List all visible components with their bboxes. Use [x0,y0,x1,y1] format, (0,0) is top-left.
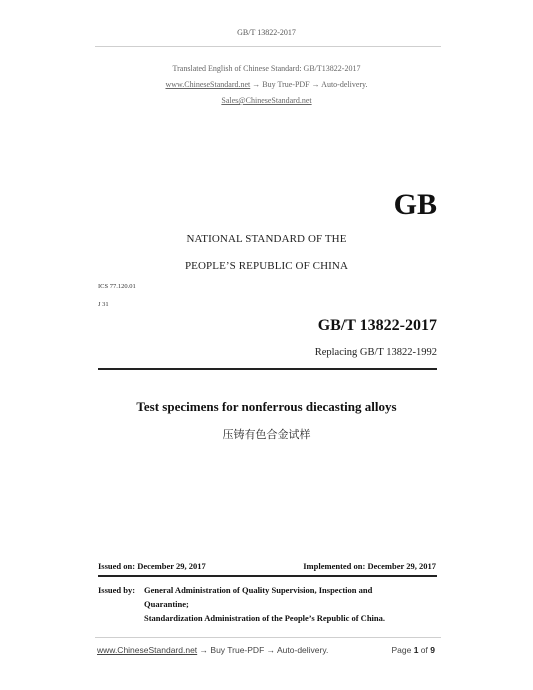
issuer-line2: Quarantine; [144,599,189,609]
ccs-code: J 31 [98,301,109,308]
issued-by-label: Issued by: [98,585,136,595]
page-total: 9 [430,645,435,655]
running-header: GB/T 13822-2017 [237,28,296,37]
issuer-line3: Standardization Administration of the People’s Republic of China. [144,613,386,623]
ics-code: ICS 77.120.01 [98,283,136,290]
gb-logo: GB [393,188,437,221]
purchase-notice [0,80,533,89]
national-standard-line1: NATIONAL STANDARD OF THE [186,233,347,245]
page-indicator [391,645,435,655]
footer-divider [95,637,441,638]
title-divider [98,368,437,370]
national-standard-line2: PEOPLE’S REPUBLIC OF CHINA [184,260,349,272]
title-english: Test specimens for nonferrous diecasting alloys [136,399,397,414]
header-divider [95,46,441,47]
translation-notice: Translated English of Chinese Standard: GB/T13822-2017 [172,64,361,73]
standard-code: GB/T 13822-2017 [317,317,437,334]
issuer-line1: General Administration of Quality Supervision, Inspection and [144,585,373,595]
page-label: Page [391,645,412,655]
email-link[interactable]: Sales@ChineseStandard.net [221,96,312,105]
buy-text: → Buy True-PDF → Auto-delivery. [252,80,368,89]
footer-buy-text: → Buy True-PDF → Auto-delivery. [199,645,329,655]
footer-site-link[interactable]: www.ChineseStandard.net [97,645,198,655]
implemented-date: Implemented on: December 29, 2017 [303,561,436,571]
footer-purchase [97,645,328,655]
of-label: of [420,645,428,655]
issued-date: Issued on: December 29, 2017 [98,561,206,571]
replacing-note: Replacing GB/T 13822-1992 [314,347,437,358]
dates-divider [98,575,437,577]
title-chinese: 压铸有色合金试样 [222,428,311,441]
page-number: 1 [413,645,419,655]
issued-by-block [98,583,438,625]
email-line [0,96,533,105]
site-link[interactable]: www.ChineseStandard.net [165,80,251,89]
